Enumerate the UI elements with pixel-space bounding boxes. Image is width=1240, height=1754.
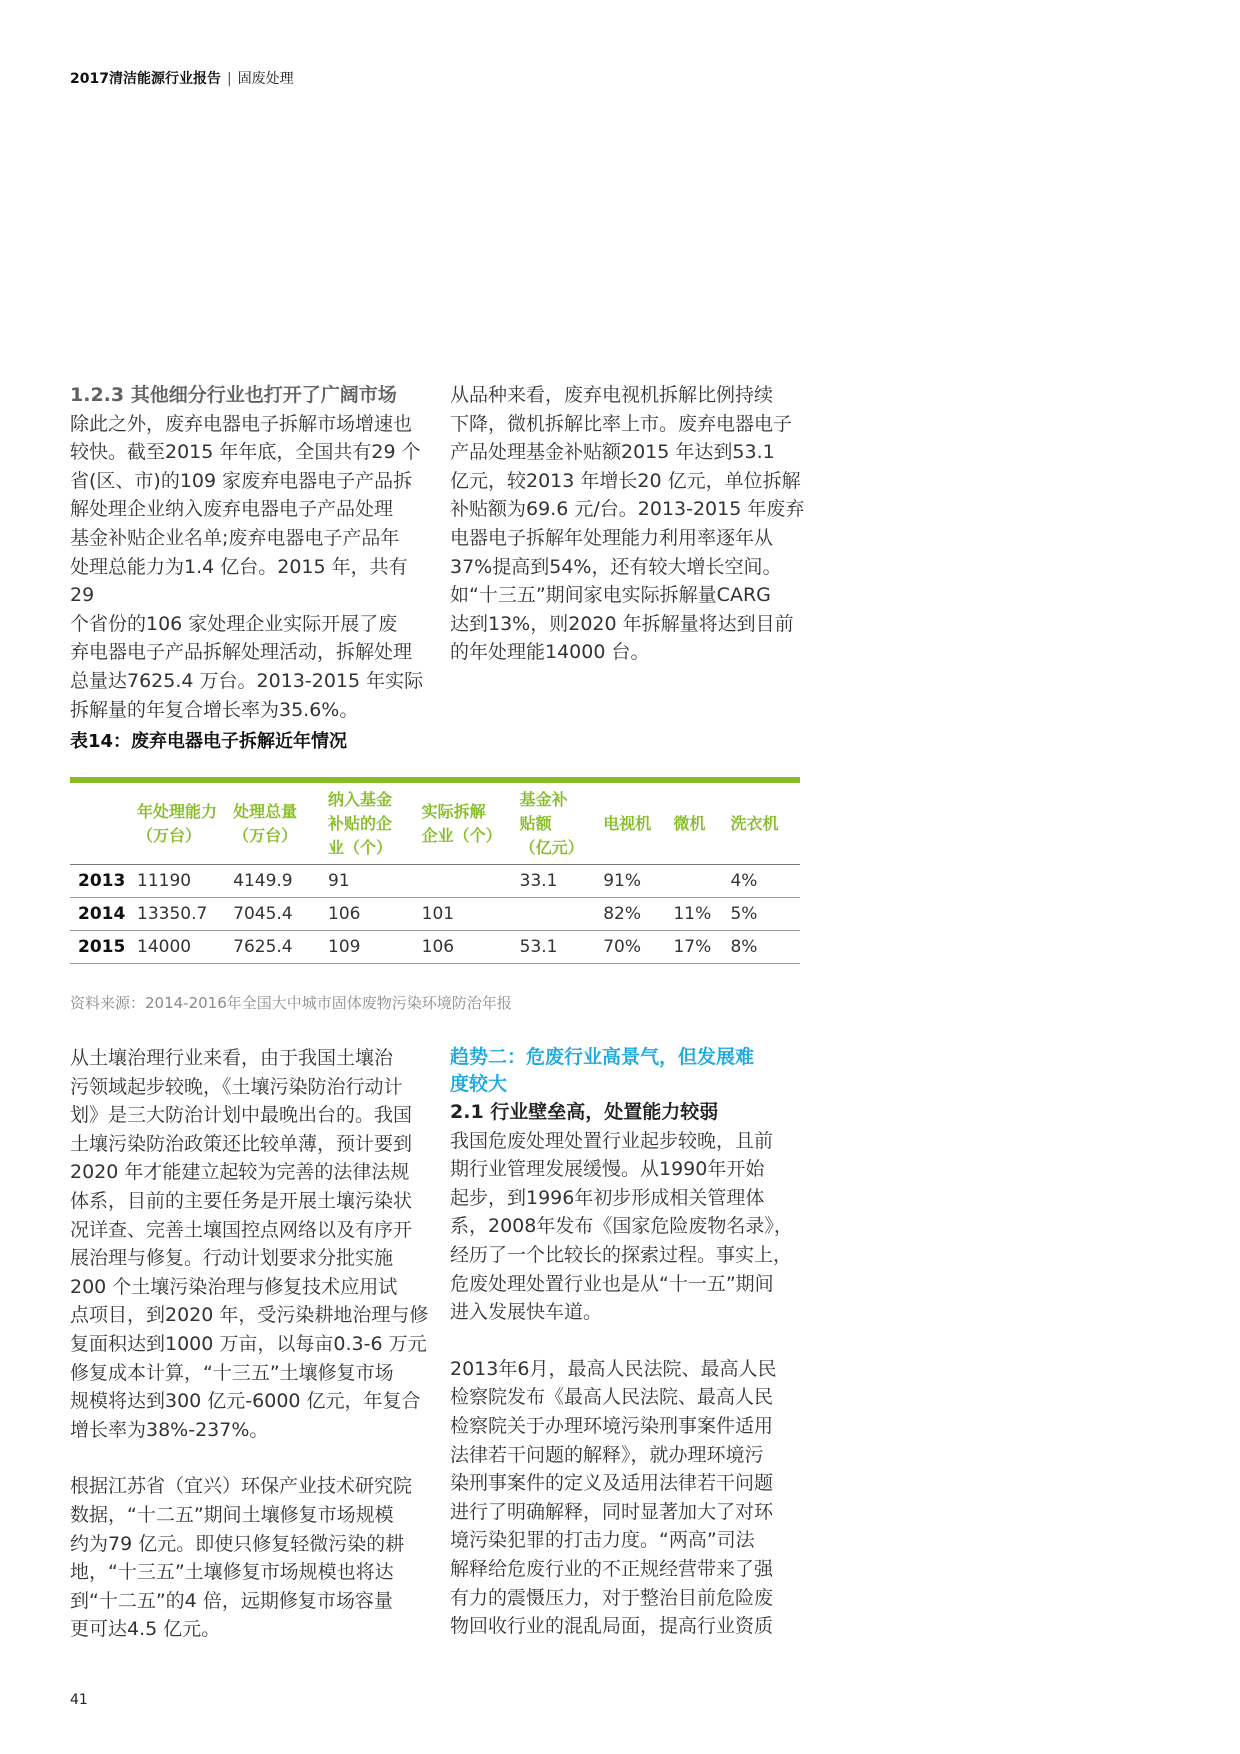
table-cell: 101 xyxy=(418,898,516,931)
text-line: 我国危废处理处置行业起步较晚，且前 xyxy=(450,1129,774,1152)
text-line: 个省份的106 家处理企业实际开展了废 xyxy=(70,612,398,635)
text-line: 危废处理处置行业也是从“十一五”期间 xyxy=(450,1272,774,1295)
right-bottom-column xyxy=(450,1044,810,1641)
text-line: 物回收行业的混乱局面，提高行业资质 xyxy=(450,1615,774,1638)
text-line: 地，“十三五”土壤修复市场规模也将达 xyxy=(70,1561,394,1584)
table-cell: 91% xyxy=(599,865,669,898)
soil-paragraph-1 xyxy=(70,1044,430,1444)
text-line: 下降，微机拆解比率上市。废弃电器电子 xyxy=(450,412,793,435)
text-line: 经历了一个比较长的探索过程。事实上， xyxy=(450,1243,793,1266)
table-header-cell: 洗衣机 xyxy=(730,813,779,833)
trend-two-heading xyxy=(450,1044,810,1098)
trend-heading-line: 趋势二：危废行业高景气，但发展难 xyxy=(450,1046,755,1068)
text-line: 染刑事案件的定义及适用法律若干问题 xyxy=(450,1472,774,1495)
text-line: 数据，“十二五”期间土壤修复市场规模 xyxy=(70,1503,394,1526)
text-line: 解释给危废行业的不正规经营带来了强 xyxy=(450,1557,774,1580)
table-cell: 8% xyxy=(726,931,800,964)
section-heading-1-2-3: 1.2.3 其他细分行业也打开了广阔市场 xyxy=(70,384,397,406)
table-cell: 14000 xyxy=(133,931,229,964)
text-line: 电器电子拆解年处理能力利用率逐年从 xyxy=(450,526,774,549)
text-line: 期行业管理发展缓慢。从1990年开始 xyxy=(450,1158,765,1181)
text-line: 检察院关于办理环境污染刑事案件适用 xyxy=(450,1414,774,1437)
text-line: 法律若干问题的解释》，就办理环境污 xyxy=(450,1443,764,1466)
text-line: 起步，到1996年初步形成相关管理体 xyxy=(450,1186,765,1209)
table-cell xyxy=(669,865,726,898)
table-cell: 4149.9 xyxy=(229,865,324,898)
text-line: 省(区、市)的109 家废弃电器电子产品拆 xyxy=(70,469,413,492)
text-line: 修复成本计算，“十三五”土壤修复市场 xyxy=(70,1361,394,1384)
left-top-column xyxy=(70,381,430,724)
table-cell xyxy=(516,898,600,931)
text-line: 展治理与修复。行动计划要求分批实施 xyxy=(70,1247,394,1270)
table-body xyxy=(70,865,800,964)
text-line: 37%提高到54%，还有较大增长空间。 xyxy=(450,555,782,578)
table-cell xyxy=(418,865,516,898)
table-cell: 13350.7 xyxy=(133,898,229,931)
text-line: 更可达4.5 亿元。 xyxy=(70,1618,221,1641)
text-line: 境污染犯罪的打击力度。“两高”司法 xyxy=(450,1529,755,1552)
table-header-cell: 基金补 贴额 （亿元） xyxy=(519,789,584,857)
table-header-cell: 微机 xyxy=(673,813,706,833)
table-cell: 4% xyxy=(726,865,800,898)
table-row xyxy=(70,865,800,898)
table-cell: 11% xyxy=(669,898,726,931)
text-line: 复面积达到1000 万亩，以每亩0.3-6 万元 xyxy=(70,1332,427,1355)
trend-heading-line: 度较大 xyxy=(450,1073,508,1095)
text-line: 从土壤治理行业来看，由于我国土壤治 xyxy=(70,1047,394,1069)
table-cell: 53.1 xyxy=(516,931,600,964)
text-line: 到“十二五”的4 倍，远期修复市场容量 xyxy=(70,1589,393,1612)
text-line: 进入发展快车道。 xyxy=(450,1301,603,1324)
text-line: 进行了明确解释，同时显著加大了对环 xyxy=(450,1500,774,1523)
page-header xyxy=(70,68,294,88)
table-cell: 7045.4 xyxy=(229,898,324,931)
row-year: 2015 xyxy=(70,931,133,964)
table-cell: 106 xyxy=(418,931,516,964)
text-line: 基金补贴企业名单;废弃电器电子产品年 xyxy=(70,526,400,549)
hazardous-waste-paragraph-2 xyxy=(450,1355,810,1641)
table-title: 表14：废弃电器电子拆解近年情况 xyxy=(70,731,348,752)
text-line: 系，2008年发布《国家危险废物名录》， xyxy=(450,1215,793,1238)
text-line: 200 个土壤污染治理与修复技术应用试 xyxy=(70,1275,398,1298)
table-header-cell: 电视机 xyxy=(603,813,652,833)
data-table xyxy=(70,783,800,964)
text-line: 弃电器电子产品拆解处理活动，拆解处理 xyxy=(70,641,413,664)
table-source: 资料来源：2014-2016年全国大中城市固体废物污染环境防治年报 xyxy=(70,994,512,1012)
text-line: 拆解量的年复合增长率为35.6%。 xyxy=(70,698,359,721)
header-separator: | xyxy=(226,71,232,87)
table-cell: 5% xyxy=(726,898,800,931)
text-line: 总量达7625.4 万台。2013-2015 年实际 xyxy=(70,669,424,692)
text-line: 约为79 亿元。即使只修复轻微污染的耕 xyxy=(70,1532,405,1555)
text-line: 达到13%，则2020 年拆解量将达到目前 xyxy=(450,612,794,635)
table-cell: 91 xyxy=(324,865,418,898)
text-line: 2020 年才能建立起较为完善的法律法规 xyxy=(70,1161,410,1184)
text-line: 处理总能力为1.4 亿台。2015 年，共有29 xyxy=(70,555,408,607)
text-line: 规模将达到300 亿元-6000 亿元，年复合 xyxy=(70,1390,421,1413)
text-line: 土壤污染防治政策还比较单薄，预计要到 xyxy=(70,1132,413,1155)
row-year: 2013 xyxy=(70,865,133,898)
page-number: 41 xyxy=(70,1692,88,1708)
text-line: 亿元，较2013 年增长20 亿元，单位拆解 xyxy=(450,469,801,492)
table-row xyxy=(70,931,800,964)
table-row xyxy=(70,898,800,931)
left-bottom-column xyxy=(70,1044,430,1644)
report-title: 2017清洁能源行业报告 xyxy=(70,71,221,87)
table-cell: 109 xyxy=(324,931,418,964)
text-line: 有力的震慑压力，对于整治目前危险废 xyxy=(450,1586,774,1609)
table-cell: 11190 xyxy=(133,865,229,898)
table-header-cell: 年处理能力 （万台） xyxy=(137,801,218,845)
soil-paragraph-2 xyxy=(70,1472,430,1644)
text-line: 除此之外，废弃电器电子拆解市场增速也 xyxy=(70,412,413,435)
text-line: 体系，目前的主要任务是开展土壤污染状 xyxy=(70,1189,413,1212)
text-line: 较快。截至2015 年年底，全国共有29 个 xyxy=(70,441,421,464)
text-line: 污领域起步较晚，《土壤污染防治行动计 xyxy=(70,1075,403,1098)
right-top-paragraph xyxy=(450,381,810,667)
table-header-cell: 实际拆解 企业（个） xyxy=(421,801,502,845)
table-cell: 33.1 xyxy=(516,865,600,898)
section-title: 固废处理 xyxy=(237,71,294,87)
table-header-cell: 处理总量 （万台） xyxy=(233,801,298,845)
text-line: 根据江苏省（宜兴）环保产业技术研究院 xyxy=(70,1475,413,1498)
table-cell: 70% xyxy=(599,931,669,964)
text-line: 解处理企业纳入废弃电器电子产品处理 xyxy=(70,498,394,521)
hazardous-waste-paragraph-1 xyxy=(450,1127,810,1327)
table-header-cell xyxy=(70,783,133,865)
table-cell: 82% xyxy=(599,898,669,931)
row-year: 2014 xyxy=(70,898,133,931)
text-line: 增长率为38%-237%。 xyxy=(70,1418,269,1441)
text-line: 的年处理能14000 台。 xyxy=(450,641,650,664)
text-line: 检察院发布《最高人民法院、最高人民 xyxy=(450,1386,774,1409)
text-line: 2013年6月，最高人民法院、最高人民 xyxy=(450,1357,777,1380)
table-header-row xyxy=(70,783,800,865)
table-cell: 7625.4 xyxy=(229,931,324,964)
table-cell: 106 xyxy=(324,898,418,931)
table-header-cell: 纳入基金 补贴的企 业（个） xyxy=(328,789,393,857)
text-line: 补贴额为69.6 元/台。2013-2015 年废弃 xyxy=(450,498,805,521)
text-line: 如“十三五”期间家电实际拆解量CARG xyxy=(450,584,771,607)
text-line: 从品种来看，废弃电视机拆解比例持续 xyxy=(450,384,774,406)
section-heading-2-1: 2.1 行业壁垒高，处置能力较弱 xyxy=(450,1101,719,1123)
text-line: 况详查、完善土壤国控点网络以及有序开 xyxy=(70,1218,413,1241)
table-cell: 17% xyxy=(669,931,726,964)
right-top-column xyxy=(450,381,810,667)
left-top-paragraph xyxy=(70,410,430,725)
text-line: 点项目，到2020 年，受污染耕地治理与修 xyxy=(70,1304,429,1327)
text-line: 划》是三大防治计划中最晚出台的。我国 xyxy=(70,1104,413,1127)
text-line: 产品处理基金补贴额2015 年达到53.1 xyxy=(450,441,775,464)
